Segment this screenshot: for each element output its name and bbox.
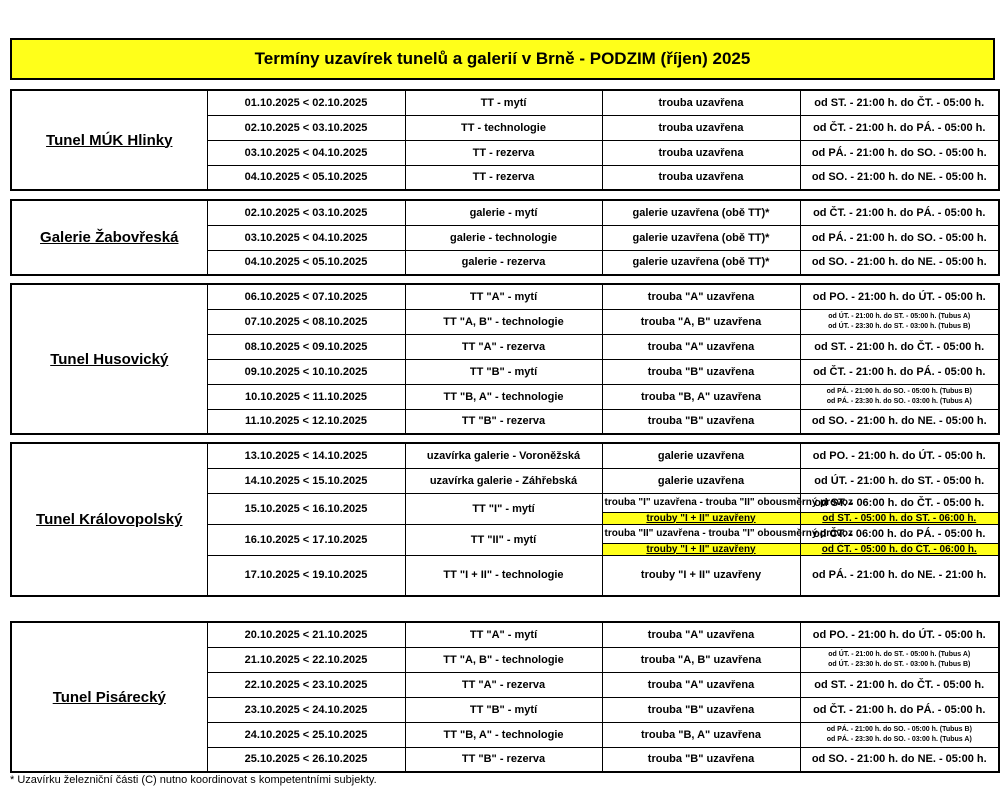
closure-state: galerie uzavřena (obě TT)* xyxy=(602,200,800,225)
date-range: 02.10.2025 < 03.10.2025 xyxy=(207,115,405,140)
date-range: 03.10.2025 < 04.10.2025 xyxy=(207,140,405,165)
closure-state: galerie uzavřena xyxy=(602,443,800,468)
closure-state: trouba uzavřena xyxy=(602,115,800,140)
closure-time: od ČT. - 21:00 h. do PÁ. - 05:00 h. xyxy=(800,200,999,225)
section-table xyxy=(10,199,1000,276)
closure-time-line: od PÁ. - 23:30 h. do SO. - 03:00 h. (Tubus A) xyxy=(826,735,972,743)
closure-time: od PO. - 21:00 h. do ÚT. - 05:00 h. xyxy=(800,622,999,647)
closure-time: od PO. - 21:00 h. do ÚT. - 05:00 h. xyxy=(800,284,999,309)
closure-action: TT "A" - rezerva xyxy=(405,672,602,697)
closure-action: TT "A, B" - technologie xyxy=(405,647,602,672)
date-range: 25.10.2025 < 26.10.2025 xyxy=(207,747,405,772)
closure-state: trouba "B, A" uzavřena xyxy=(602,722,800,747)
date-range: 16.10.2025 < 17.10.2025 xyxy=(207,524,405,555)
closure-action: TT "B" - mytí xyxy=(405,359,602,384)
closure-action: TT "B" - mytí xyxy=(405,697,602,722)
closure-state: trouba "B" uzavřena xyxy=(602,697,800,722)
closure-action: TT "I + II" - technologie xyxy=(405,555,602,596)
closure-time: od SO. - 21:00 h. do NE. - 05:00 h. xyxy=(800,409,999,434)
section-table xyxy=(10,283,1000,435)
closure-time: od SO. - 21:00 h. do NE. - 05:00 h. xyxy=(800,747,999,772)
closure-state-highlight: trouby "I + II" uzavřeny xyxy=(602,543,800,555)
closure-action: TT - rezerva xyxy=(405,140,602,165)
closure-time: od ČT. - 21:00 h. do PÁ. - 05:00 h. xyxy=(800,359,999,384)
closure-time: od ČT. - 21:00 h. do PÁ. - 05:00 h. xyxy=(800,115,999,140)
closure-action: TT "I" - mytí xyxy=(405,493,602,524)
tunnel-name: Tunel Pisárecký xyxy=(11,622,207,772)
closure-time xyxy=(800,722,999,747)
date-range: 08.10.2025 < 09.10.2025 xyxy=(207,334,405,359)
closure-action: TT "A" - mytí xyxy=(405,284,602,309)
tunnel-name: Galerie Žabovřeská xyxy=(11,200,207,275)
date-range: 20.10.2025 < 21.10.2025 xyxy=(207,622,405,647)
closure-state: galerie uzavřena (obě TT)* xyxy=(602,250,800,275)
closure-action: galerie - rezerva xyxy=(405,250,602,275)
date-range: 21.10.2025 < 22.10.2025 xyxy=(207,647,405,672)
closure-action: TT "B" - rezerva xyxy=(405,409,602,434)
closure-action: TT "B, A" - technologie xyxy=(405,384,602,409)
date-range: 17.10.2025 < 19.10.2025 xyxy=(207,555,405,596)
closure-state: trouba "A" uzavřena xyxy=(602,284,800,309)
table-row xyxy=(11,284,999,309)
closure-state: trouba "A, B" uzavřena xyxy=(602,309,800,334)
closure-time-line: od ÚT. - 23:30 h. do ST. - 03:00 h. (Tubus B) xyxy=(828,660,971,668)
closure-time: od SO. - 21:00 h. do NE. - 05:00 h. xyxy=(800,165,999,190)
table-row xyxy=(11,443,999,468)
closure-time: od ČT. - 21:00 h. do PÁ. - 05:00 h. xyxy=(800,697,999,722)
closure-time-line: od PÁ. - 21:00 h. do SO. - 05:00 h. (Tubus B) xyxy=(826,725,972,733)
date-range: 14.10.2025 < 15.10.2025 xyxy=(207,468,405,493)
closure-state: trouba "B, A" uzavřena xyxy=(602,384,800,409)
closure-action: uzavírka galerie - Voroněžská xyxy=(405,443,602,468)
closure-state: galerie uzavřena xyxy=(602,468,800,493)
closure-time: od ST. - 21:00 h. do ČT. - 05:00 h. xyxy=(800,334,999,359)
tunnel-name: Tunel Královopolský xyxy=(11,443,207,596)
date-range: 04.10.2025 < 05.10.2025 xyxy=(207,165,405,190)
date-range: 07.10.2025 < 08.10.2025 xyxy=(207,309,405,334)
closure-time: od PO. - 21:00 h. do ÚT. - 05:00 h. xyxy=(800,443,999,468)
table-row xyxy=(11,90,999,115)
closure-state: trouba "A" uzavřena xyxy=(602,672,800,697)
closure-action: TT "B, A" - technologie xyxy=(405,722,602,747)
date-range: 01.10.2025 < 02.10.2025 xyxy=(207,90,405,115)
closure-state: trouba "B" uzavřena xyxy=(602,747,800,772)
closure-time: od SO. - 21:00 h. do NE. - 05:00 h. xyxy=(800,250,999,275)
closure-action: TT "A, B" - technologie xyxy=(405,309,602,334)
closure-action: TT - mytí xyxy=(405,90,602,115)
date-range: 04.10.2025 < 05.10.2025 xyxy=(207,250,405,275)
closure-time-highlight: od ST. - 05:00 h. do ST. - 06:00 h. xyxy=(800,512,999,524)
closure-action: TT "A" - mytí xyxy=(405,622,602,647)
tunnel-name: Tunel Husovický xyxy=(11,284,207,434)
table-row xyxy=(11,200,999,225)
table-row xyxy=(11,622,999,647)
closure-time: od ÚT. - 21:00 h. do ST. - 05:00 h. xyxy=(800,468,999,493)
closure-time-line: od ÚT. - 21:00 h. do ST. - 05:00 h. (Tubus A) xyxy=(828,650,971,658)
date-range: 15.10.2025 < 16.10.2025 xyxy=(207,493,405,524)
closure-time xyxy=(800,647,999,672)
closure-time-line: od ÚT. - 23:30 h. do ST. - 03:00 h. (Tubus B) xyxy=(828,322,971,330)
closure-time: od ČT. - 06:00 h. do PÁ. - 05:00 h. xyxy=(800,524,999,543)
closure-state: trouba uzavřena xyxy=(602,165,800,190)
closure-time: od PÁ. - 21:00 h. do SO. - 05:00 h. xyxy=(800,140,999,165)
date-range: 13.10.2025 < 14.10.2025 xyxy=(207,443,405,468)
closure-action: TT "II" - mytí xyxy=(405,524,602,555)
closure-state-highlight: trouby "I + II" uzavřeny xyxy=(602,512,800,524)
date-range: 06.10.2025 < 07.10.2025 xyxy=(207,284,405,309)
section-table xyxy=(10,89,1000,191)
closure-time xyxy=(800,384,999,409)
section-table xyxy=(10,621,1000,773)
tunnel-name: Tunel MÚK Hlinky xyxy=(11,90,207,190)
closure-time-line: od ÚT. - 21:00 h. do ST. - 05:00 h. (Tubus A) xyxy=(828,312,971,320)
page-title: Termíny uzavírek tunelů a galerií v Brně - PODZIM (říjen) 2025 xyxy=(10,38,995,80)
footnote: * Uzavírku železniční části (C) nutno koordinovat s kompetentními subjekty. xyxy=(10,774,377,786)
closure-action: TT - rezerva xyxy=(405,165,602,190)
closure-action: uzavírka galerie - Záhřebská xyxy=(405,468,602,493)
closure-state: trouba "II" uzavřena - trouba "I" obousměrný provoz xyxy=(602,524,800,543)
closure-state: trouba "B" uzavřena xyxy=(602,359,800,384)
closure-state: trouba "A" uzavřena xyxy=(602,334,800,359)
closure-action: TT "B" - rezerva xyxy=(405,747,602,772)
date-range: 10.10.2025 < 11.10.2025 xyxy=(207,384,405,409)
date-range: 23.10.2025 < 24.10.2025 xyxy=(207,697,405,722)
closure-action: TT - technologie xyxy=(405,115,602,140)
closure-action: galerie - technologie xyxy=(405,225,602,250)
closure-state: galerie uzavřena (obě TT)* xyxy=(602,225,800,250)
closure-action: galerie - mytí xyxy=(405,200,602,225)
closure-time xyxy=(800,309,999,334)
closure-state: trouby "I + II" uzavřeny xyxy=(602,555,800,596)
section-table xyxy=(10,442,1000,597)
closure-action: TT "A" - rezerva xyxy=(405,334,602,359)
closure-time-highlight: od ČT. - 05:00 h. do ČT. - 06:00 h. xyxy=(800,543,999,555)
date-range: 09.10.2025 < 10.10.2025 xyxy=(207,359,405,384)
closure-time: od PÁ. - 21:00 h. do NE. - 21:00 h. xyxy=(800,555,999,596)
closure-state: trouba "A" uzavřena xyxy=(602,622,800,647)
closure-state: trouba "A, B" uzavřena xyxy=(602,647,800,672)
closure-state: trouba uzavřena xyxy=(602,140,800,165)
closure-time: od ST. - 21:00 h. do ČT. - 05:00 h. xyxy=(800,90,999,115)
closure-time: od ST. - 21:00 h. do ČT. - 05:00 h. xyxy=(800,672,999,697)
date-range: 11.10.2025 < 12.10.2025 xyxy=(207,409,405,434)
date-range: 03.10.2025 < 04.10.2025 xyxy=(207,225,405,250)
closure-time-line: od PÁ. - 21:00 h. do SO. - 05:00 h. (Tubus B) xyxy=(826,387,972,395)
closure-time: od ST. - 06:00 h. do ČT. - 05:00 h. xyxy=(800,493,999,512)
date-range: 24.10.2025 < 25.10.2025 xyxy=(207,722,405,747)
date-range: 22.10.2025 < 23.10.2025 xyxy=(207,672,405,697)
closure-state: trouba uzavřena xyxy=(602,90,800,115)
closure-time-line: od PÁ. - 23:30 h. do SO. - 03:00 h. (Tubus A) xyxy=(826,397,972,405)
closure-time: od PÁ. - 21:00 h. do SO. - 05:00 h. xyxy=(800,225,999,250)
closure-state: trouba "B" uzavřena xyxy=(602,409,800,434)
closure-state: trouba "I" uzavřena - trouba "II" obousměrný provoz xyxy=(602,493,800,512)
date-range: 02.10.2025 < 03.10.2025 xyxy=(207,200,405,225)
